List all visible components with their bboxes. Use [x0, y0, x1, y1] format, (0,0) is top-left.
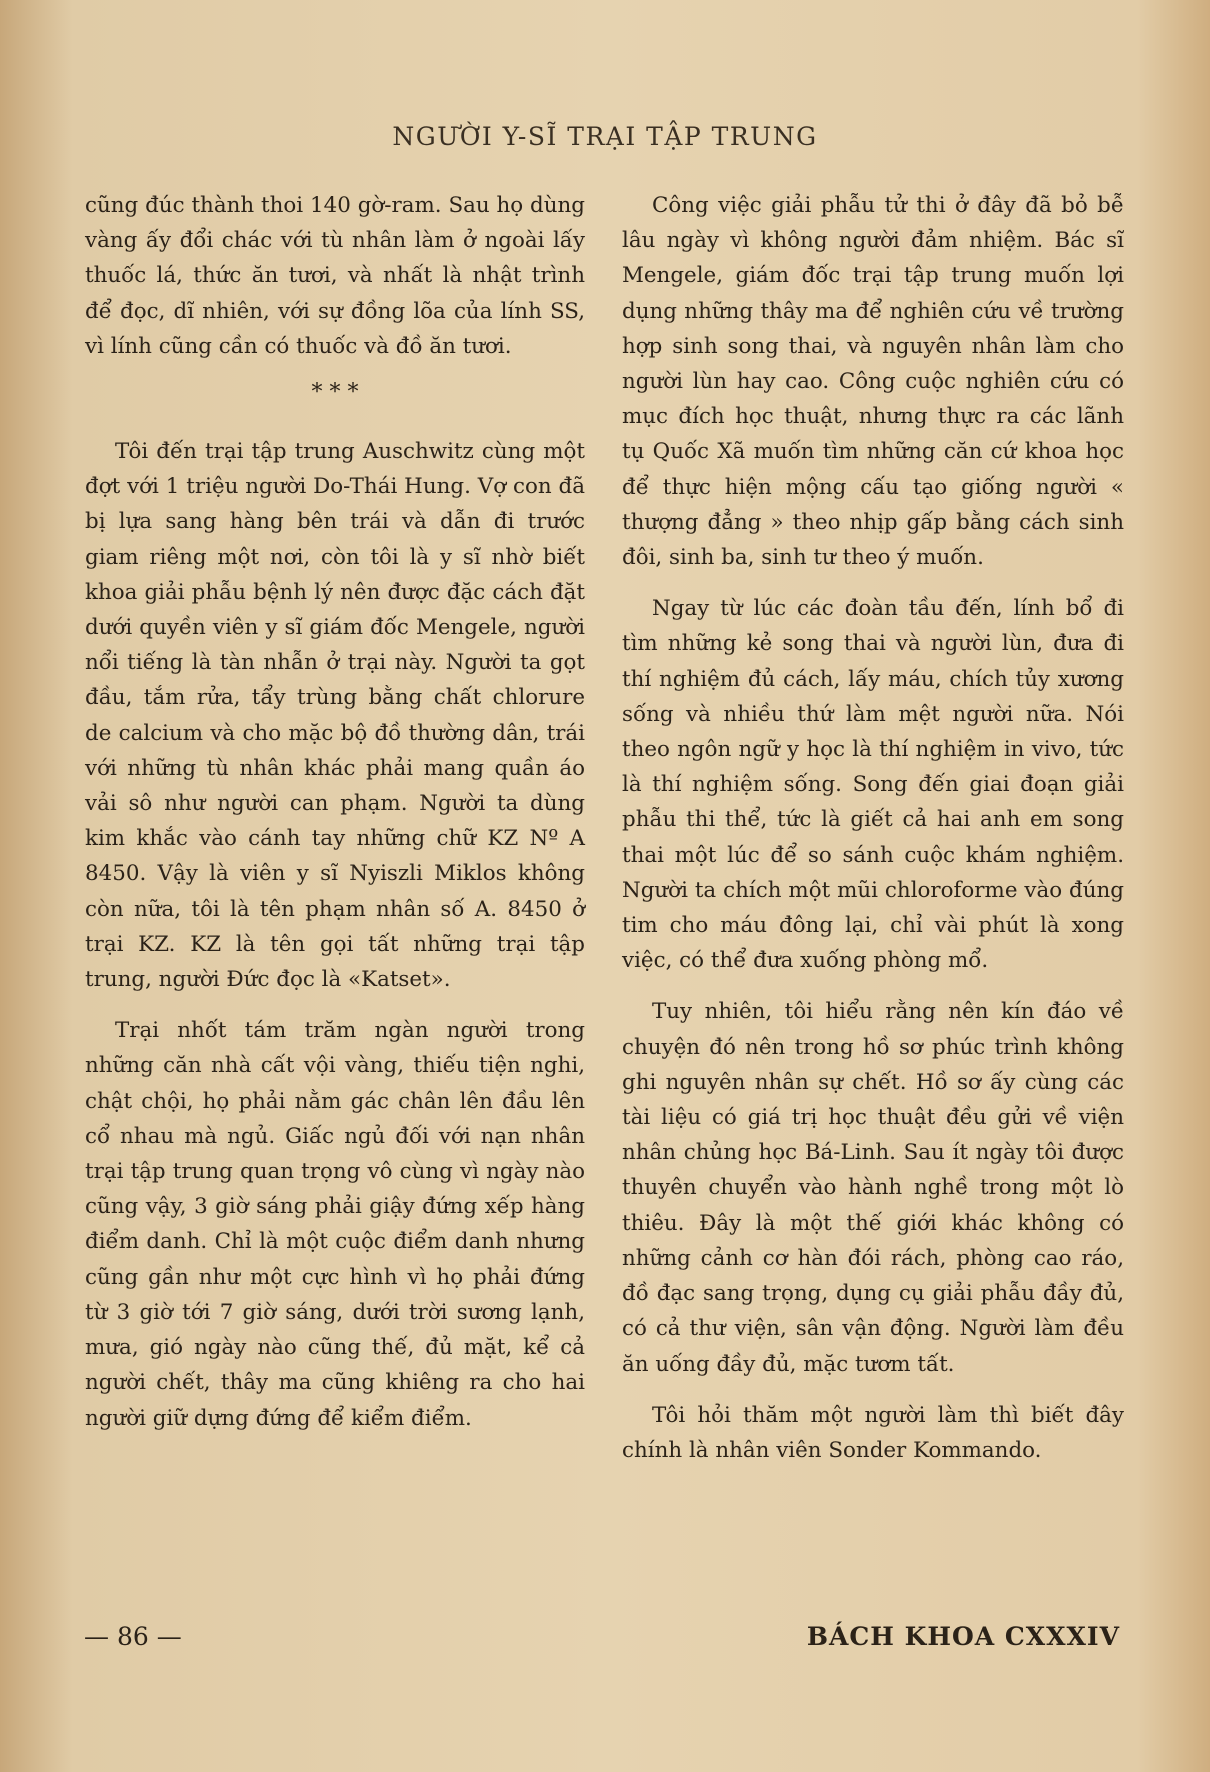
- paragraph: cũng đúc thành thoi 140 gờ-ram. Sau họ dùng vàng ấy đổi chác với tù nhân làm ở ngoài lấy thuốc lá, thức ăn tươi, và nhất là nhật trình để đọc, dĩ nhiên, với sự đồng lõa của lính SS, vì lính cũng cần có thuốc và đồ ăn tươi.: [85, 193, 585, 359]
- paragraph: Tôi đến trại tập trung Auschwitz cùng một đợt với 1 triệu người Do-Thái Hung. Vợ con đã bị lựa sang hàng bên trái và dẫn đi trước giam riêng một nơi, còn tôi là y sĩ nhờ biết khoa giải phẫu bệnh lý nên được đặc cách đặt dưới quyền viên y sĩ giám đốc Mengele, người nổi tiếng là tàn nhẫn ở trại này. Người ta gọt đầu, tắm rửa, tẩy trùng bằng chất chlorure de calcium và cho mặc bộ đồ thường dân, trái với những tù nhân khác phải mang quần áo vải sô như người can phạm. Người ta dùng kim khắc vào cánh tay những chữ KZ Nº A 8450. Vậy là viên y sĩ Nyiszli Miklos không còn nữa, tôi là tên phạm nhân số A. 8450 ở trại KZ. KZ là tên gọi tất những trại tập trung, người Đức đọc là «Katset».: [85, 439, 585, 993]
- right-column: [622, 188, 1124, 1484]
- paragraph: Ngay từ lúc các đoàn tầu đến, lính bổ đi tìm những kẻ song thai và người lùn, đưa đi thí nghiệm đủ cách, lấy máu, chích tủy xương sống và nhiều thứ làm mệt người nữa. Nói theo ngôn ngữ y học là thí nghiệm in vivo, tức là thí nghiệm sống. Song đến giai đoạn giải phẫu thi thể, tức là giết cả hai anh em song thai một lúc để so sánh cuộc khám nghiệm. Người ta chích một mũi chloroforme vào đúng tim cho máu đông lại, chỉ vài phút là xong việc, có thể đưa xuống phòng mổ.: [622, 596, 1124, 974]
- paragraph: Tôi hỏi thăm một người làm thì biết đây chính là nhân viên Sonder Kommando.: [622, 1402, 1124, 1463]
- left-column: [85, 188, 585, 1452]
- section-separator: * * *: [311, 380, 359, 406]
- paragraph: Công việc giải phẫu tử thi ở đây đã bỏ bễ lâu ngày vì không người đảm nhiệm. Bác sĩ Mengele, giám đốc trại tập trung muốn lợi dụng những thây ma để nghiên cứu về trường hợp sinh song thai, và nguyên nhân làm cho người lùn hay cao. Công cuộc nghiên cứu có mục đích học thuật, nhưng thực ra các lãnh tụ Quốc Xã muốn tìm những căn cứ khoa học để thực hiện mộng cấu tạo giống người « thượng đẳng » theo nhịp gấp bằng cách sinh đôi, sinh ba, sinh tư theo ý muốn.: [622, 193, 1124, 571]
- page-number: — 86 —: [84, 1622, 182, 1651]
- page-title: NGƯỜI Y-SĨ TRẠI TẬP TRUNG: [392, 122, 818, 151]
- paragraph: Tuy nhiên, tôi hiểu rằng nên kín đáo về chuyện đó nên trong hồ sơ phúc trình không ghi nguyên nhân sự chết. Hồ sơ ấy cùng các tài liệu có giá trị học thuật đều gửi về viện nhân chủng học Bá-Linh. Sau ít ngày tôi được thuyên chuyển vào hành nghề trong một lò thiêu. Đây là một thế giới khác không có những cảnh cơ hàn đói rách, phòng cao ráo, đồ đạc sang trọng, dụng cụ giải phẫu đầy đủ, có cả thư viện, sân vận động. Người làm đều ăn uống đầy đủ, mặc tươm tất.: [622, 999, 1124, 1377]
- paragraph: Trại nhốt tám trăm ngàn người trong những căn nhà cất vội vàng, thiếu tiện nghi, chật chội, họ phải nằm gác chân lên đầu lên cổ nhau mà ngủ. Giấc ngủ đối với nạn nhân trại tập trung quan trọng vô cùng vì ngày nào cũng vậy, 3 giờ sáng phải giậy đứng xếp hàng điểm danh. Chỉ là một cuộc điểm danh nhưng cũng gần như một cực hình vì họ phải đứng từ 3 giờ tới 7 giờ sáng, dưới trời sương lạnh, mưa, gió ngày nào cũng thế, đủ mặt, kể cả người chết, thây ma cũng khiêng ra cho hai người giữ dựng đứng để kiểm điểm.: [85, 1018, 585, 1431]
- journal-name: BÁCH KHOA CXXXIV: [806, 1622, 1120, 1651]
